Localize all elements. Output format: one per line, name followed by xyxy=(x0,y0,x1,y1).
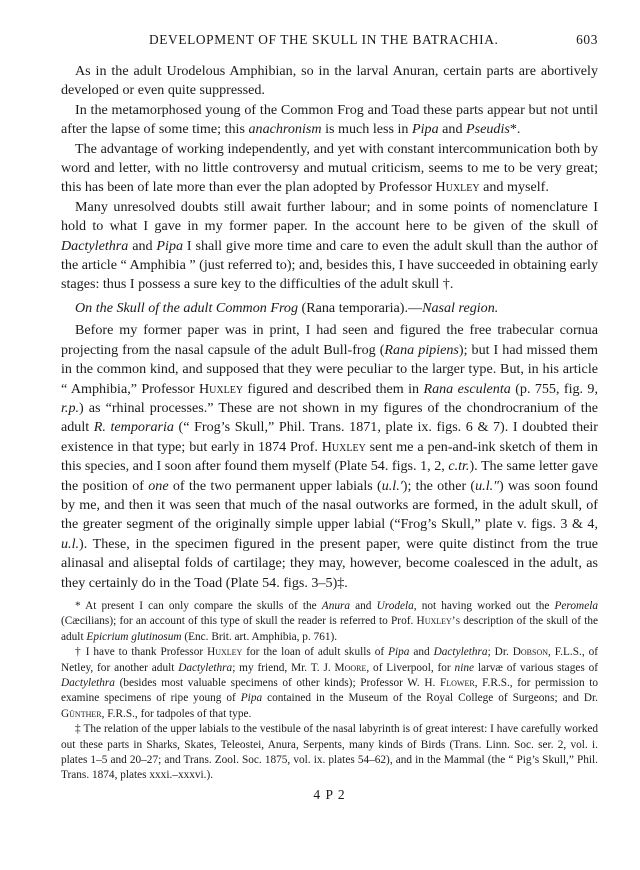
page-number: 603 xyxy=(576,32,598,47)
paragraph-3: The advantage of working independently, and yet with constant intercommunication both by word and letter, with no little controversy and mutual criticism, seems to me to be very great; this has been of late more than ever the plan adopted by Professor Huxley and myself. xyxy=(61,140,598,196)
signature-mark: 4 P 2 xyxy=(313,786,346,802)
footnotes xyxy=(61,599,598,784)
paragraph-4: Many unresolved doubts still await further labour; and in some points of nomenclature I hold to what I gave in my former paper. In the account here to be given of the skull of Dactylethra and Pipa I shall give more time and care to even the adult skull than the author of the article “ Amphibia ” (just referred to); and, besides this, I have succeeded in obtaining early stages: thus I possess a sure key to the difficulties of the adult skull †. xyxy=(61,198,598,293)
footnote-1: * At present I can only compare the skulls of the Anura and Urodela, not having worked out the Peromela (Cæcilians); for an account of this type of skull the reader is referred to Prof. Huxley’s description of the skull of the adult Epicrium glutinosum (Enc. Brit. art. Amphibia, p. 761). xyxy=(61,599,598,643)
paragraph-5: Before my former paper was in print, I had seen and figured the free trabecular cornua projecting from the nasal capsule of the adult Bull-frog (Rana pipiens); but I had missed them in the common kind, and supposed that they were peculiar to the larger type. But, in his article “ Amphibia,” Professor Huxley figured and described them in Rana esculenta (p. 755, fig. 9, r.p.) as “rhinal processes.” These are not shown in my figures of the chondrocranium of the adult R. temporaria (“ Frog’s Skull,” Phil. Trans. 1871, plate ix. figs. 6 & 7). I doubted their existence in that type; but early in 1874 Prof. Huxley sent me a pen-and-ink sketch of them in this species, and I soon after found them myself (Plate 54. figs. 1, 2, c.tr.). The same letter gave the position of one of the two permanent upper labials (u.l.′); the other (u.l.″) was soon found by me, and then it was seen that much of the nasal outworks are formed, in the adult skull, of the greater segment of the originally simple upper labial (“Frog’s Skull,” plate v. figs. 3 & 4, u.l.). These, in the specimen figured in the present paper, were quite distinct from the true alinasal and aliseptal folds of cartilage; they may, however, become coalesced in the adult, as they certainly do in the Toad (Plate 54. figs. 3–5)‡. xyxy=(61,322,598,591)
paragraph-2: In the metamorphosed young of the Common Frog and Toad these parts appear but not until after the lapse of some time; this anachronism is much less in Pipa and Pseudis*. xyxy=(61,101,598,138)
footnote-3: ‡ The relation of the upper labials to the vestibule of the nasal labyrinth is of great interest: I have carefully worked out these parts in Sharks, Skates, Teleostei, Anura, Serpents, many kinds of Birds (Trans. Linn. Soc. ser. 2, vol. i. plates 1–5 and 20–27; and Trans. Zool. Soc. 1875, vol. ix. plates 54–62), and in the Mammal (the “ Pig’s Skull,” Phil. Trans. 1874, plates xxxi.–xxxvi.). xyxy=(61,723,598,782)
section-heading: On the Skull of the adult Common Frog (Rana temporaria).—Nasal region. xyxy=(75,299,499,316)
running-header xyxy=(61,28,598,50)
running-title: DEVELOPMENT OF THE SKULL IN THE BATRACHIA. xyxy=(149,32,499,47)
footnote-2: † I have to thank Professor Huxley for the loan of adult skulls of Pipa and Dactylethra; Dr. Dobson, F.L.S., of Netley, for another adult Dactylethra; my friend, Mr. T. J. Moore, of Liverpool, for nine larvæ of various stages of Dactylethra (besides most valuable specimens of other kinds); Professor W. H. Flower, F.R.S., for permission to examine specimens of ripe young of Pipa contained in the Museum of the Royal College of Surgeons; and Dr. Günther, F.R.S., for tadpoles of that type. xyxy=(61,646,599,720)
paragraph-1: As in the adult Urodelous Amphibian, so in the larval Anuran, certain parts are abortively developed or even quite suppressed. xyxy=(61,63,598,99)
body-text xyxy=(61,62,598,593)
page xyxy=(61,28,598,803)
